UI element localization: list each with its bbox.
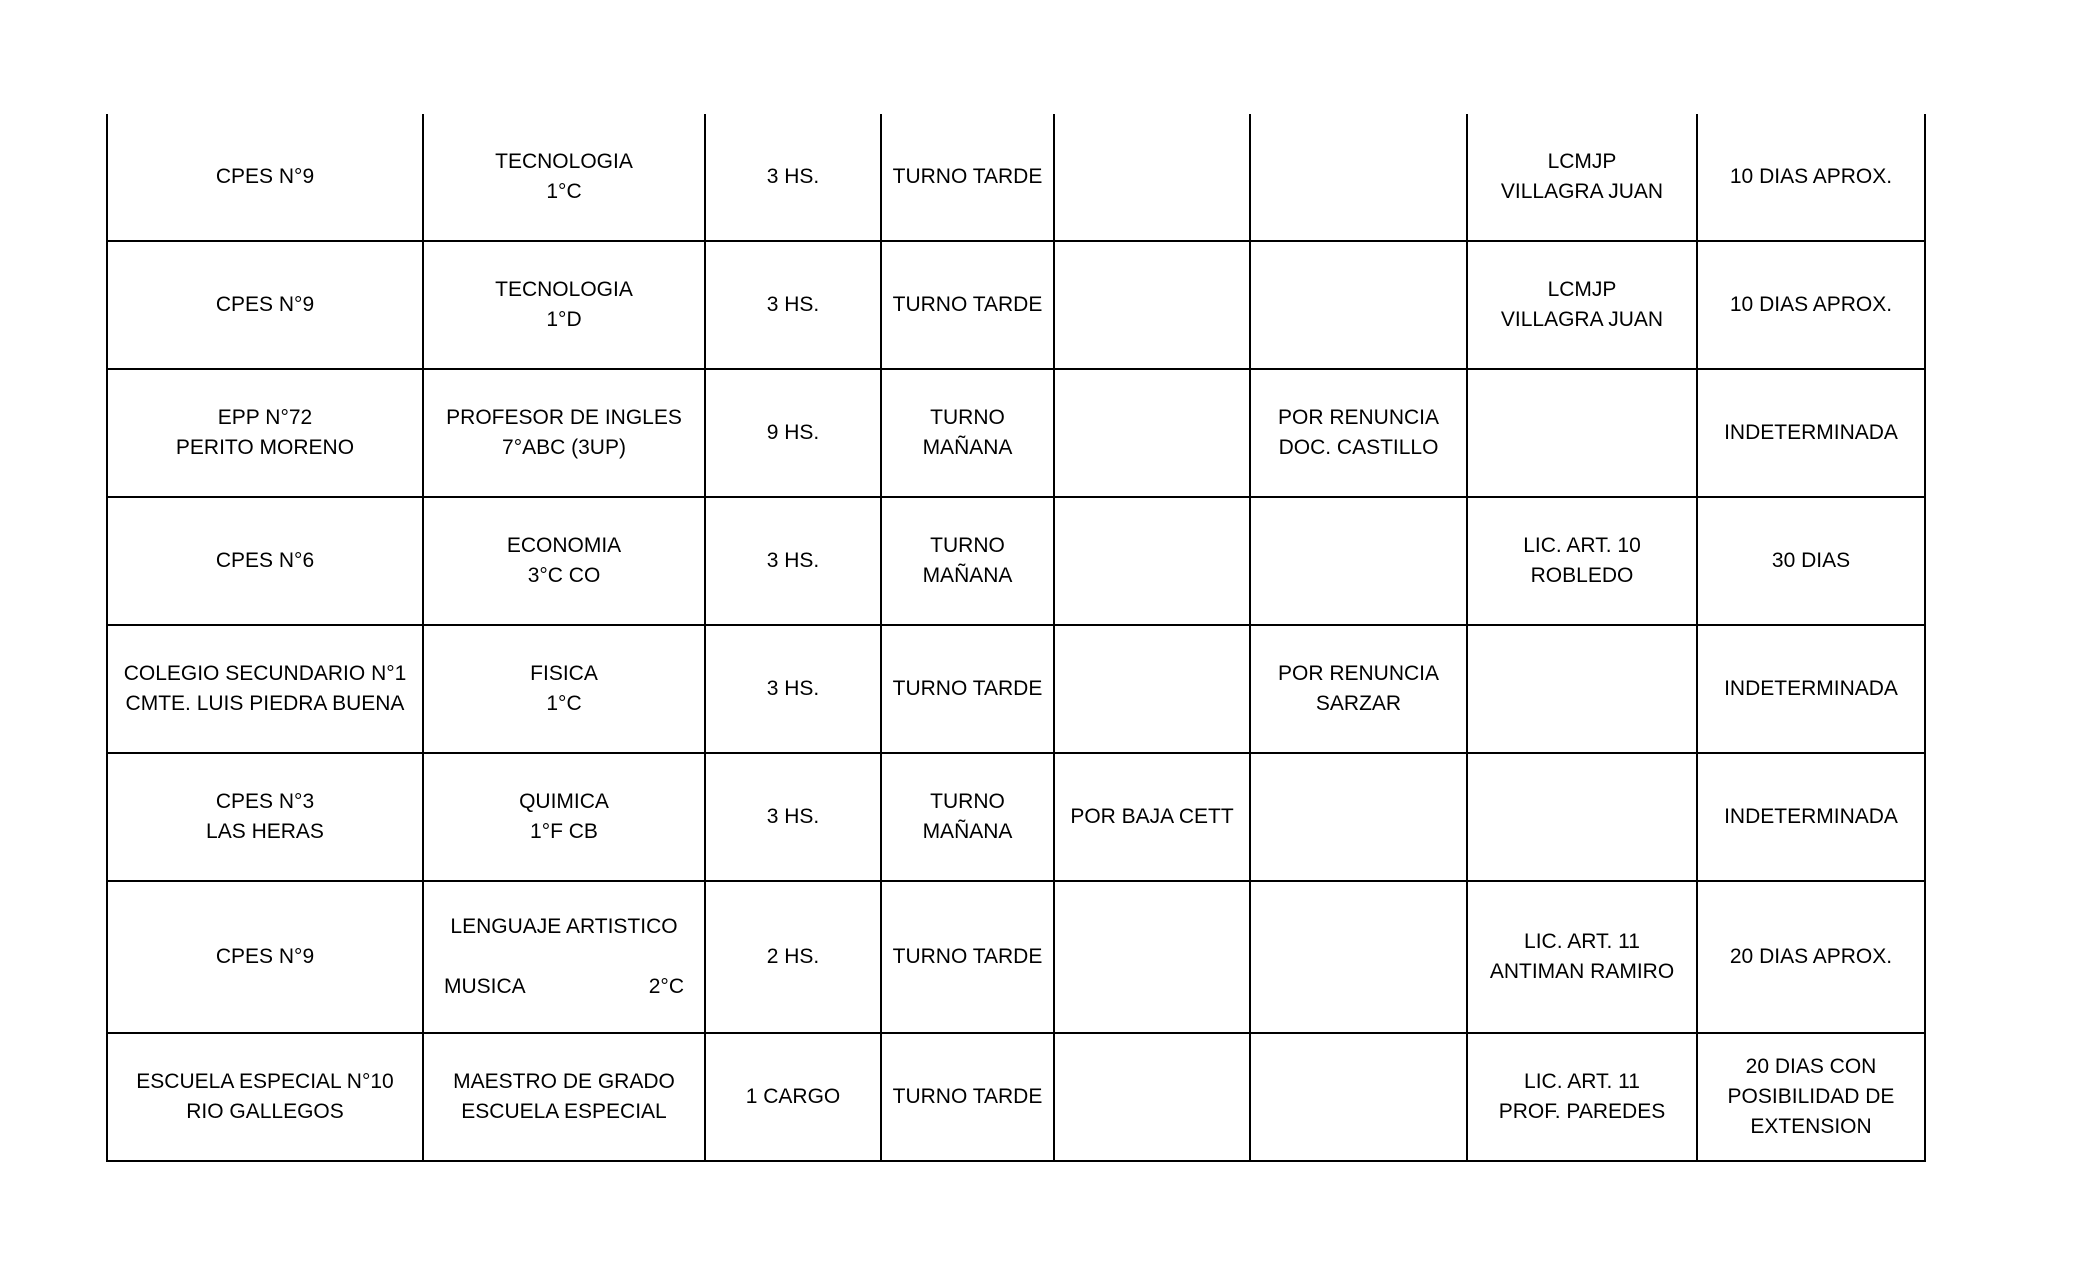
subject-line-2-right: 2°C bbox=[648, 975, 684, 998]
table-row bbox=[107, 881, 1925, 1033]
shift-cell: TURNO MAÑANA bbox=[881, 369, 1054, 497]
subject-line-1: LENGUAJE ARTISTICO bbox=[450, 915, 678, 938]
hours-cell: 3 HS. bbox=[705, 497, 881, 625]
hours-cell: 9 HS. bbox=[705, 369, 881, 497]
duration-cell: INDETERMINADA bbox=[1697, 625, 1925, 753]
table-row bbox=[107, 625, 1925, 753]
shift-cell: TURNO TARDE bbox=[881, 241, 1054, 369]
replaces-cell bbox=[1467, 753, 1697, 881]
note-cell bbox=[1054, 1033, 1250, 1161]
establishment-cell: CPES N°9 bbox=[107, 241, 423, 369]
note-cell bbox=[1054, 881, 1250, 1033]
shift-cell: TURNO TARDE bbox=[881, 114, 1054, 241]
reason-cell bbox=[1250, 497, 1467, 625]
reason-cell: POR RENUNCIA DOC. CASTILLO bbox=[1250, 369, 1467, 497]
replaces-cell: LIC. ART. 10 ROBLEDO bbox=[1467, 497, 1697, 625]
table-row bbox=[107, 1033, 1925, 1161]
replaces-cell: LIC. ART. 11 PROF. PAREDES bbox=[1467, 1033, 1697, 1161]
replaces-cell: LIC. ART. 11 ANTIMAN RAMIRO bbox=[1467, 881, 1697, 1033]
establishment-cell: EPP N°72 PERITO MORENO bbox=[107, 369, 423, 497]
subject-cell: FISICA 1°C bbox=[423, 625, 705, 753]
shift-cell: TURNO TARDE bbox=[881, 881, 1054, 1033]
subject-cell: ECONOMIA 3°C CO bbox=[423, 497, 705, 625]
reason-cell: POR RENUNCIA SARZAR bbox=[1250, 625, 1467, 753]
table-row bbox=[107, 241, 1925, 369]
vacancies-table bbox=[106, 114, 1926, 1162]
note-cell bbox=[1054, 241, 1250, 369]
reason-cell bbox=[1250, 753, 1467, 881]
note-cell bbox=[1054, 625, 1250, 753]
note-cell bbox=[1054, 114, 1250, 241]
shift-cell: TURNO TARDE bbox=[881, 625, 1054, 753]
establishment-cell: ESCUELA ESPECIAL N°10 RIO GALLEGOS bbox=[107, 1033, 423, 1161]
note-cell bbox=[1054, 369, 1250, 497]
note-cell bbox=[1054, 497, 1250, 625]
subject-cell: PROFESOR DE INGLES 7°ABC (3UP) bbox=[423, 369, 705, 497]
hours-cell: 3 HS. bbox=[705, 241, 881, 369]
hours-cell: 3 HS. bbox=[705, 114, 881, 241]
subject-cell: MAESTRO DE GRADO ESCUELA ESPECIAL bbox=[423, 1033, 705, 1161]
subject-cell: TECNOLOGIA 1°C bbox=[423, 114, 705, 241]
subject-cell: QUIMICA 1°F CB bbox=[423, 753, 705, 881]
subject-cell bbox=[423, 881, 705, 1033]
establishment-cell: CPES N°3 LAS HERAS bbox=[107, 753, 423, 881]
duration-cell: INDETERMINADA bbox=[1697, 753, 1925, 881]
shift-cell: TURNO MAÑANA bbox=[881, 497, 1054, 625]
hours-cell: 2 HS. bbox=[705, 881, 881, 1033]
duration-cell: 20 DIAS CON POSIBILIDAD DE EXTENSION bbox=[1697, 1033, 1925, 1161]
establishment-cell: CPES N°9 bbox=[107, 881, 423, 1033]
duration-cell: INDETERMINADA bbox=[1697, 369, 1925, 497]
establishment-cell: COLEGIO SECUNDARIO N°1 CMTE. LUIS PIEDRA BUENA bbox=[107, 625, 423, 753]
reason-cell bbox=[1250, 1033, 1467, 1161]
replaces-cell: LCMJP VILLAGRA JUAN bbox=[1467, 114, 1697, 241]
replaces-cell: LCMJP VILLAGRA JUAN bbox=[1467, 241, 1697, 369]
subject-cell: TECNOLOGIA 1°D bbox=[423, 241, 705, 369]
table-row bbox=[107, 369, 1925, 497]
duration-cell: 10 DIAS APROX. bbox=[1697, 114, 1925, 241]
duration-cell: 30 DIAS bbox=[1697, 497, 1925, 625]
hours-cell: 3 HS. bbox=[705, 625, 881, 753]
subject-line-2-left: MUSICA bbox=[444, 975, 526, 998]
replaces-cell bbox=[1467, 625, 1697, 753]
table-row bbox=[107, 114, 1925, 241]
establishment-cell: CPES N°6 bbox=[107, 497, 423, 625]
duration-cell: 20 DIAS APROX. bbox=[1697, 881, 1925, 1033]
table-row bbox=[107, 753, 1925, 881]
establishment-cell: CPES N°9 bbox=[107, 114, 423, 241]
shift-cell: TURNO TARDE bbox=[881, 1033, 1054, 1161]
note-cell: POR BAJA CETT bbox=[1054, 753, 1250, 881]
replaces-cell bbox=[1467, 369, 1697, 497]
duration-cell: 10 DIAS APROX. bbox=[1697, 241, 1925, 369]
table-row bbox=[107, 497, 1925, 625]
subject-line-2 bbox=[428, 972, 700, 1002]
shift-cell: TURNO MAÑANA bbox=[881, 753, 1054, 881]
reason-cell bbox=[1250, 114, 1467, 241]
hours-cell: 1 CARGO bbox=[705, 1033, 881, 1161]
reason-cell bbox=[1250, 241, 1467, 369]
reason-cell bbox=[1250, 881, 1467, 1033]
hours-cell: 3 HS. bbox=[705, 753, 881, 881]
